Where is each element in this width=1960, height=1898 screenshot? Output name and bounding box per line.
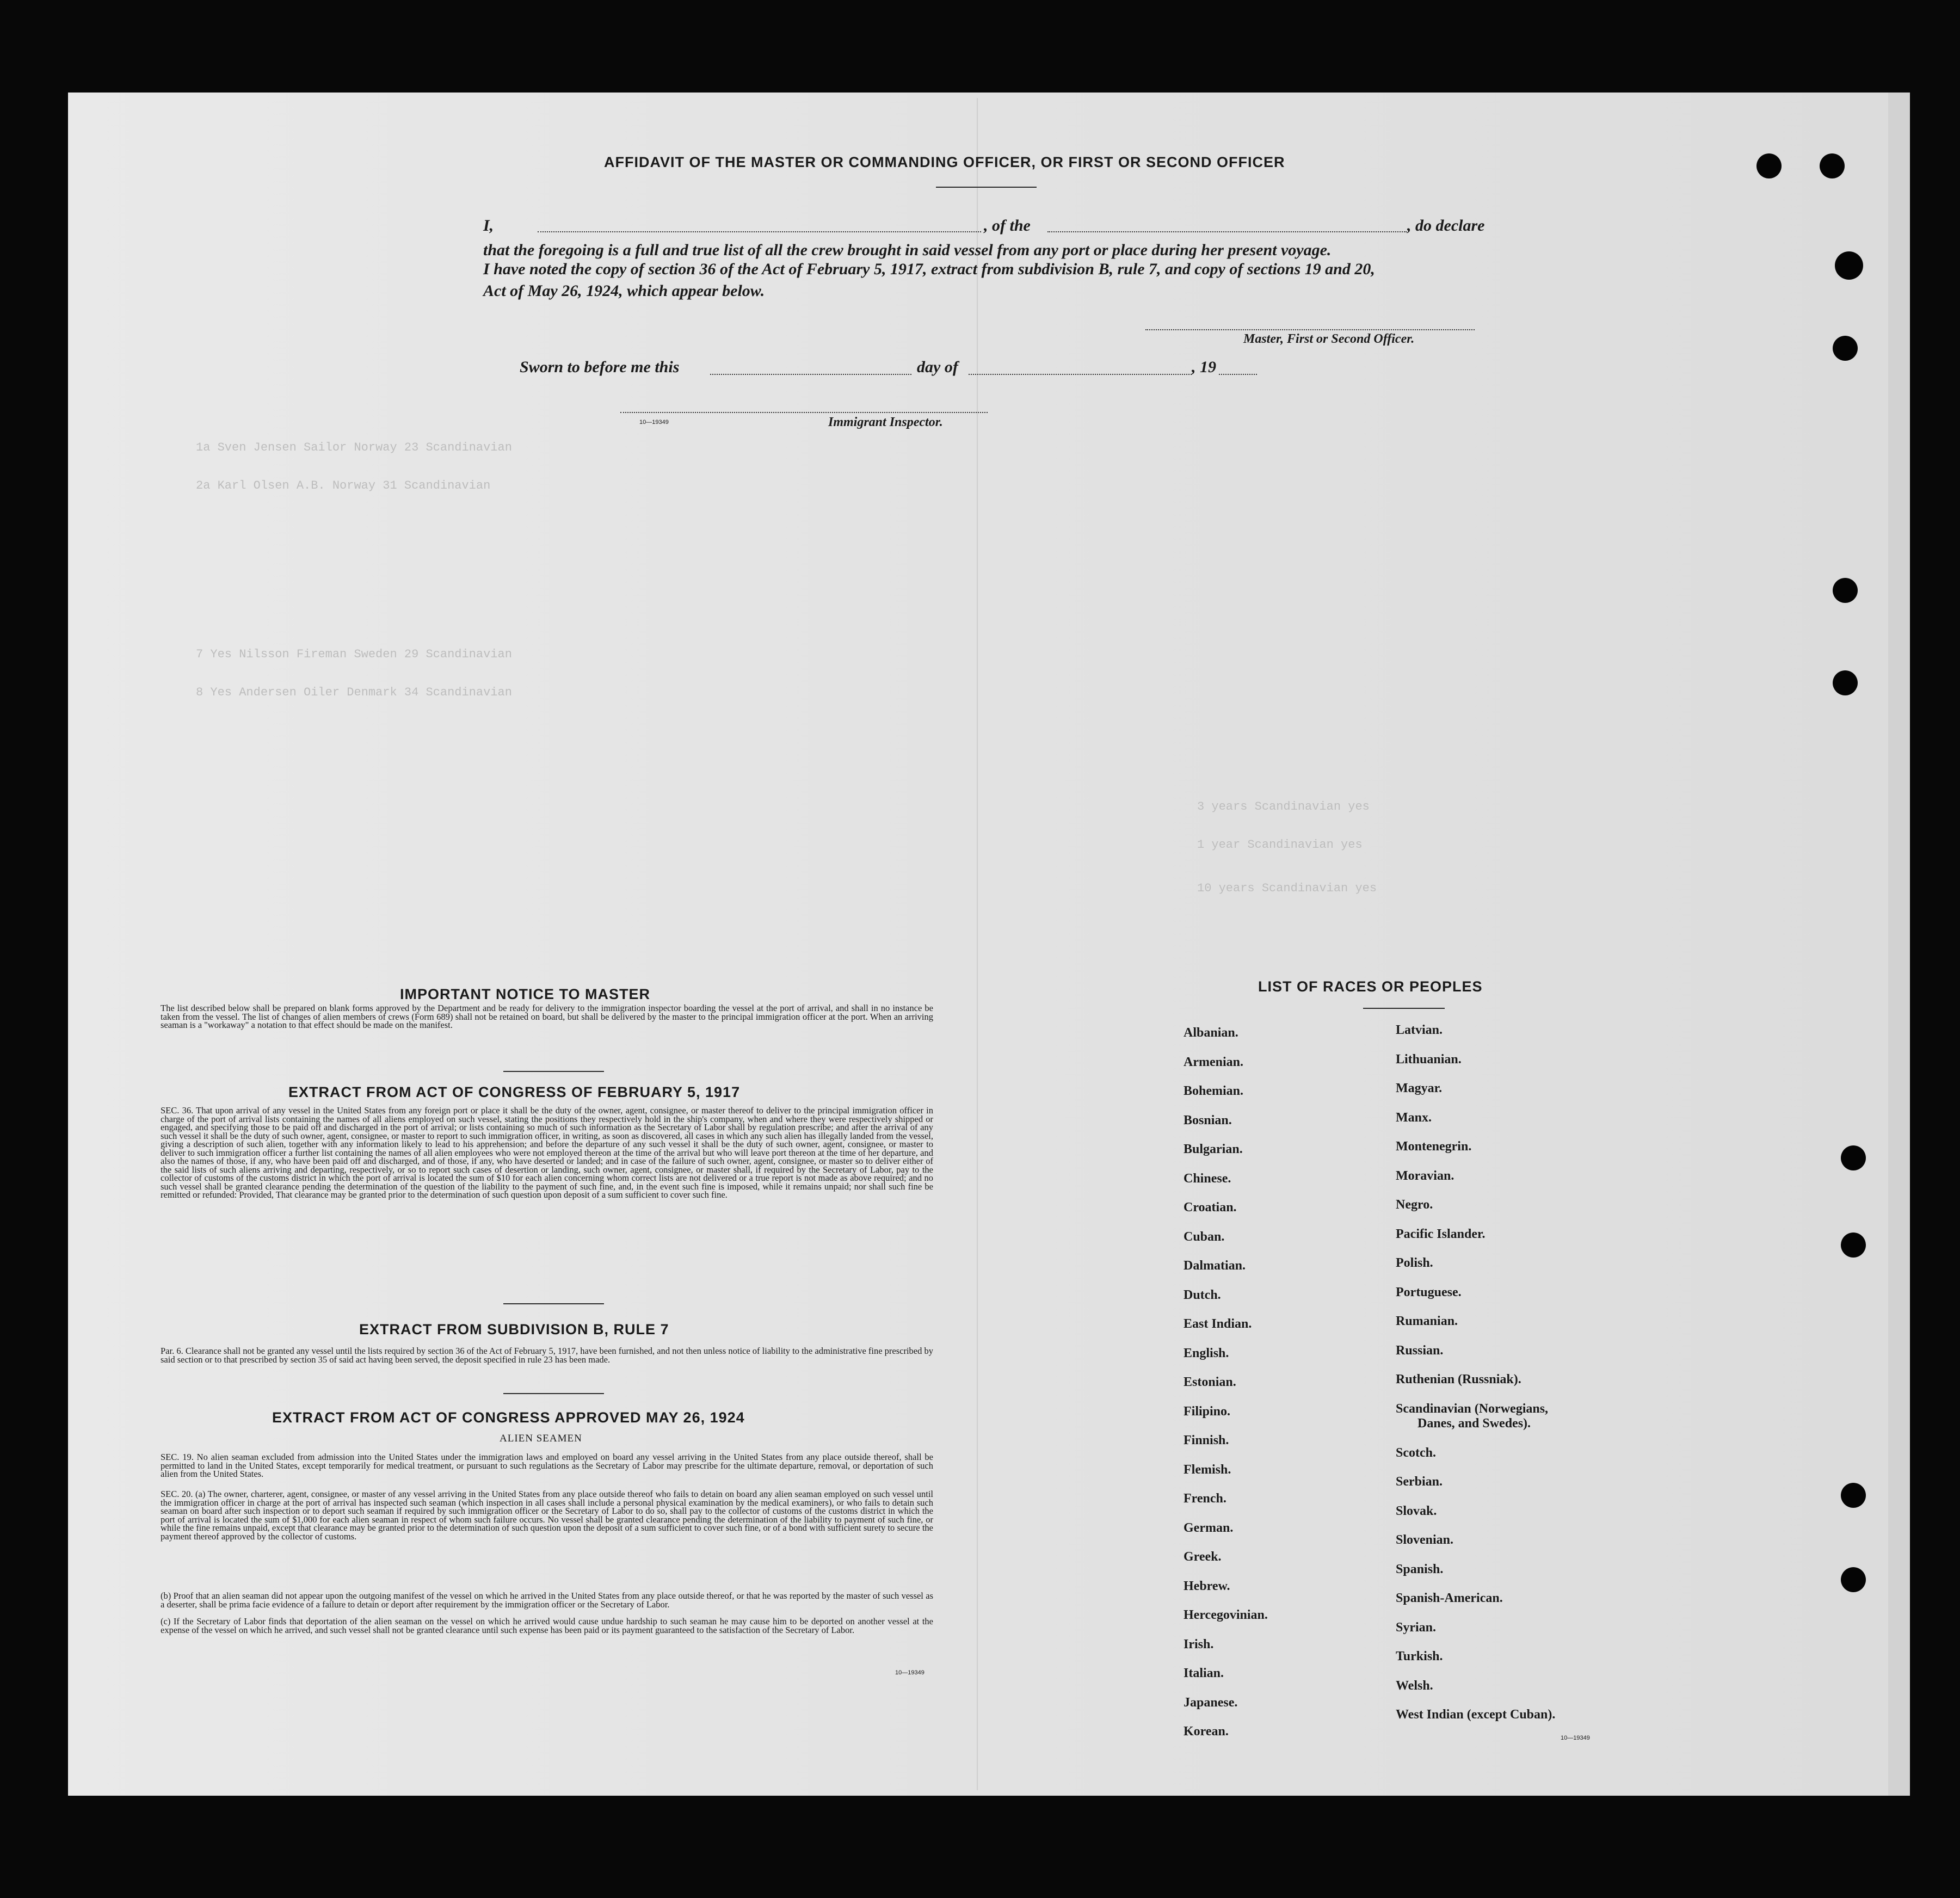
punch-hole — [1820, 153, 1845, 178]
form-code: 10—19349 — [895, 1669, 924, 1676]
race-item: Magyar. — [1396, 1081, 1443, 1095]
race-item: Italian. — [1184, 1666, 1224, 1680]
rule7-text: Par. 6. Clearance shall not be granted any vessel until the lists required by section 36 of the Act of February 5, 1917, have been furnished, and not then unless notice of liability to the administrative fine prescribed by said section or to that prescribed by section 35 of said act having been served, the deposit specified in rule 23 has been made. — [161, 1346, 934, 1365]
race-item: Lithuanian. — [1396, 1052, 1462, 1067]
race-item: Chinese. — [1184, 1171, 1231, 1186]
race-item: Serbian. — [1396, 1475, 1443, 1489]
race-item: Finnish. — [1184, 1433, 1229, 1447]
race-item: West Indian (except Cuban). — [1396, 1708, 1556, 1722]
form-code: 10—19349 — [639, 419, 669, 426]
race-item: Manx. — [1396, 1110, 1432, 1125]
race-item: Irish. — [1184, 1637, 1214, 1651]
race-item: Polish. — [1396, 1256, 1433, 1270]
inspector-signature-field[interactable] — [620, 412, 988, 413]
race-item: Portuguese. — [1396, 1285, 1462, 1299]
race-item: East Indian. — [1184, 1317, 1252, 1331]
race-item: Japanese. — [1184, 1695, 1238, 1710]
race-item: Scandinavian (Norwegians, — [1396, 1401, 1549, 1416]
sworn-year-field[interactable] — [1219, 374, 1257, 375]
race-item: Bulgarian. — [1184, 1142, 1243, 1156]
master-signature-field[interactable] — [1145, 329, 1475, 330]
race-item: French. — [1184, 1492, 1226, 1506]
declaration-line-2: that the foregoing is a full and true list of all the crew brought in said vessel from any port or place during her present voyage. — [483, 241, 1332, 259]
master-signature-label: Master, First or Second Officer. — [1243, 332, 1415, 346]
divider — [503, 1393, 604, 1394]
sworn-month-field[interactable] — [969, 374, 1192, 375]
race-item: Welsh. — [1396, 1678, 1433, 1693]
race-item: Hebrew. — [1184, 1579, 1230, 1593]
form-code: 10—19349 — [1561, 1735, 1590, 1741]
bleed-through-text: 8 Yes Andersen Oiler Denmark 34 Scandinavian — [196, 686, 512, 699]
notice-text: The list described below shall be prepared on blank forms approved by the Department and be ready for delivery to the immigration inspector boarding the vessel at the port of arrival, and shall in no instance be taken from the vessel. The list of changes of alien members of crews (Form 689) shall not be retained on board, but shall be delivered by the master to the principal immigration officer at the port. When an arriving seaman is a "workaway" a notation to that effect should be made on the manifest. — [161, 1003, 933, 1030]
race-item: Albanian. — [1184, 1026, 1238, 1040]
punch-hole — [1835, 251, 1863, 280]
affidavit-title: AFFIDAVIT OF THE MASTER OR COMMANDING OFFICER, OR FIRST OR SECOND OFFICER — [604, 154, 1285, 170]
punch-hole — [1833, 578, 1858, 603]
punch-hole — [1841, 1233, 1866, 1258]
fold-crease — [977, 98, 978, 1790]
race-item: Turkish. — [1396, 1649, 1443, 1663]
sworn-day-field[interactable] — [710, 374, 911, 375]
race-item: Armenian. — [1184, 1055, 1243, 1069]
bleed-through-text: 2a Karl Olsen A.B. Norway 31 Scandinavian — [196, 479, 491, 492]
punch-hole — [1833, 336, 1858, 361]
race-item: Latvian. — [1396, 1023, 1443, 1037]
divider — [503, 1071, 604, 1072]
name-field[interactable] — [538, 231, 981, 232]
declaration-line-4: Act of May 26, 1924, which appear below. — [483, 282, 765, 300]
bleed-through-text: 1a Sven Jensen Sailor Norway 23 Scandinavian — [196, 441, 512, 454]
sworn-day-of: day of — [917, 358, 958, 376]
race-item: Moravian. — [1396, 1168, 1454, 1183]
divider — [936, 187, 1037, 188]
race-item: Montenegrin. — [1396, 1139, 1472, 1154]
extract-1917-title: EXTRACT FROM ACT OF CONGRESS OF FEBRUARY 5, 1917 — [288, 1084, 741, 1100]
race-item: Russian. — [1396, 1343, 1444, 1358]
race-item: Slovenian. — [1396, 1533, 1454, 1547]
extract-1924-title: EXTRACT FROM ACT OF CONGRESS APPROVED MAY 26, 1924 — [272, 1409, 745, 1426]
race-item: Negro. — [1396, 1198, 1433, 1212]
sheet-edge — [1888, 93, 1910, 1796]
notice-title: IMPORTANT NOTICE TO MASTER — [400, 986, 650, 1002]
punch-hole — [1756, 153, 1782, 178]
divider — [1363, 1008, 1445, 1009]
race-item: Hercegovinian. — [1184, 1608, 1268, 1622]
race-item: Estonian. — [1184, 1375, 1236, 1389]
section-20b-text: (b) Proof that an alien seaman did not appear upon the outgoing manifest of the vessel on which he arrived in the United States from any place outside thereof, or that he was reported by the master of such vessel as a deserter, shall be prima facie evidence of a failure to detain or deport after requirement by the immigration officer or the Secretary of Labor. — [161, 1591, 933, 1610]
race-item: German. — [1184, 1520, 1234, 1535]
punch-hole — [1841, 1145, 1866, 1170]
punch-hole — [1841, 1567, 1866, 1592]
alien-seamen-subtitle: ALIEN SEAMEN — [500, 1433, 582, 1444]
race-item: English. — [1184, 1346, 1229, 1360]
section-20a-text: SEC. 20. (a) The owner, charterer, agent, consignee, or master of any vessel arriving in the United States from any place outside thereof who fails to detain on board any alien seaman employed on such vessel until the immigration officer in charge at the port of arrival has inspected such seaman (which inspection in all cases shall include a personal physical examination by the medical examiners), or who fails to detain such seaman on board after such inspection or to deport such seaman if required by such immigration officer or the Secretary of Labor to do so, shall pay to the collector of customs of the customs district in which the port of arrival is located the sum of $1,000 for each alien seaman in respect of whom such failure occurs. No vessel shall be granted clearance pending the determination of the liability to payment of such fine, or while the fine remains unpaid, except that clearance may be granted prior to the determination of such question upon the deposit of a sum sufficient to cover such fine, or of a bond with sufficient surety to secure the payment thereof approved by the collector of customs. — [161, 1489, 933, 1542]
race-item: Croatian. — [1184, 1200, 1237, 1215]
section-20c-text: (c) If the Secretary of Labor finds that deportation of the alien seaman on the vessel on which he arrived would cause undue hardship to such seaman he may cause him to be deported on another vessel at the expense of the vessel on which he arrived, and such vessel shall not be granted clearance until such expense has been paid or its payment guaranteed to the satisfaction of the Secretary of Labor. — [161, 1616, 933, 1635]
declaration-line-3: I have noted the copy of section 36 of the Act of February 5, 1917, extract from subdivision B, rule 7, and copy of sections 19 and 20, — [483, 260, 1375, 278]
races-title: LIST OF RACES OR PEOPLES — [1258, 978, 1483, 995]
bleed-through-text: 1 year Scandinavian yes — [1197, 838, 1363, 852]
vessel-field[interactable] — [1047, 231, 1407, 232]
divider — [503, 1303, 604, 1304]
sworn-text: Sworn to before me this — [520, 358, 680, 376]
race-item: Dalmatian. — [1184, 1259, 1246, 1273]
extract-1917-text: SEC. 36. That upon arrival of any vessel in the United States from any foreign port or place it shall be the duty of the owner, agent, consignee, or master thereof to deliver to the principal immigration officer in charge of the port of arrival lists containing the names of all aliens employed on such vessel, stating the positions they respectively hold in the ship's company, when and where they were respectively shipped or engaged, and specifying those to be paid off and discharged in the port of arrival; or lists containing so much of such information as the Secretary of Labor shall by regulation prescribe; and after the arrival of any such vessel it shall be the duty of such owner, agent, consignee, or master to report to such immigration officer, in writing, as soon as discovered, all cases in which any such alien has illegally landed from the vessel, giving a description of such alien, together with any information likely to lead to his apprehension; and before the departure of any such vessel it shall be the duty of such owner, agent, consignee, or master to deliver to such immigration officer a further list containing the names of all alien employees who were not employed thereon at the time of the arrival but who will leave port thereon at the time of her departure, and also the names of those, if any, who have been paid off and discharged, and of those, if any, who have deserted or landed; and in case of the failure of such owner, agent, consignee, or master so to deliver either of the said lists of such aliens arriving and departing, respectively, or so to report such cases of desertion or landing, such owner, agent, consignee, or master shall, if required by the Secretary of Labor, pay to the collector of customs of the customs district in which the port of arrival is located the sum of $10 for each alien concerning whom correct lists are not delivered or a true report is not made as above required; and no such vessel shall be granted clearance pending the determination of the question of the liability to the payment of such fine, and, in the event such fine is imposed, while it remains unpaid; nor shall such fine be remitted or refunded: Provided, That clearance may be granted prior to the determination of such question upon deposit of a sum sufficient to cover such fine. — [161, 1105, 933, 1200]
race-item: Korean. — [1184, 1724, 1229, 1739]
race-item: Scotch. — [1396, 1445, 1436, 1460]
inspector-label: Immigrant Inspector. — [828, 415, 943, 429]
race-item: Syrian. — [1396, 1620, 1437, 1635]
punch-hole — [1841, 1483, 1866, 1508]
race-item: Spanish. — [1396, 1562, 1444, 1576]
rule7-title: EXTRACT FROM SUBDIVISION B, RULE 7 — [359, 1321, 669, 1338]
race-item: Spanish-American. — [1396, 1591, 1503, 1605]
section-19-text: SEC. 19. No alien seaman excluded from admission into the United States under the immigration laws and employed on board any vessel arriving in the United States from any place outside thereof, shall be permitted to land in the United States, except temporarily for medical treatment, or pursuant to such regulations as the Secretary of Labor may prescribe for the ultimate departure, removal, or deportation of such alien from the United States. — [161, 1452, 933, 1479]
race-item: Greek. — [1184, 1550, 1222, 1564]
declaration-i: I, — [483, 217, 494, 235]
race-item: Filipino. — [1184, 1404, 1231, 1419]
declaration-do-declare: , do declare — [1407, 217, 1485, 235]
race-item: Dutch. — [1184, 1287, 1221, 1302]
bleed-through-text: 10 years Scandinavian yes — [1197, 882, 1377, 895]
race-item: Danes, and Swedes). — [1417, 1416, 1531, 1431]
bleed-through-text: 3 years Scandinavian yes — [1197, 800, 1370, 814]
race-item: Flemish. — [1184, 1462, 1231, 1477]
race-item: Cuban. — [1184, 1229, 1225, 1244]
race-item: Ruthenian (Russniak). — [1396, 1372, 1521, 1386]
declaration-of-the: , of the — [984, 217, 1031, 235]
race-item: Bohemian. — [1184, 1084, 1244, 1098]
race-item: Rumanian. — [1396, 1314, 1458, 1328]
bleed-through-text: 7 Yes Nilsson Fireman Sweden 29 Scandinavian — [196, 648, 512, 661]
race-item: Pacific Islander. — [1396, 1227, 1486, 1241]
race-item: Slovak. — [1396, 1503, 1437, 1518]
sworn-year-prefix: , 19 — [1192, 358, 1216, 376]
race-item: Bosnian. — [1184, 1113, 1232, 1127]
punch-hole — [1833, 670, 1858, 695]
